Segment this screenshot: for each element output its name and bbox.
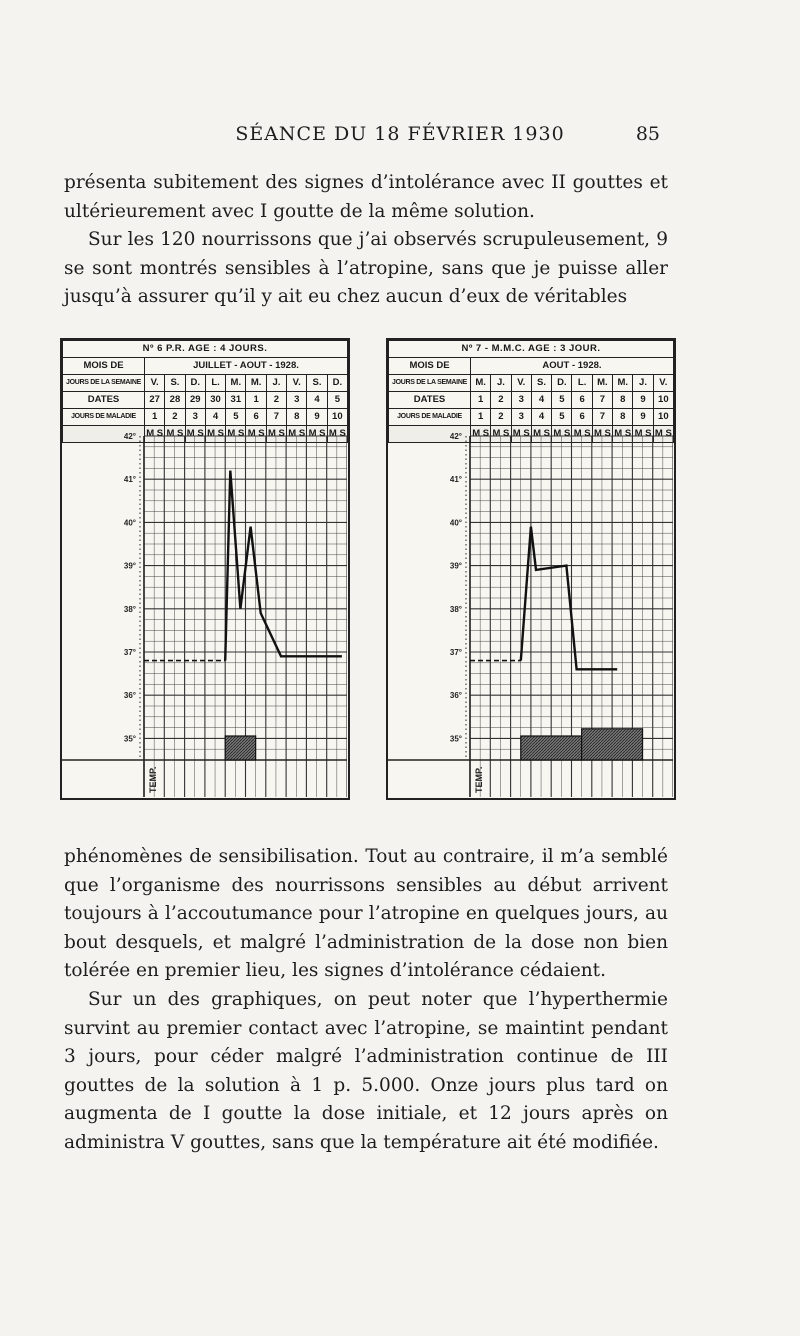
y-tick-label: 38° [449, 604, 462, 614]
jour-maladie-cell: 2 [165, 409, 185, 426]
row-label-mois: MOIS DE [389, 358, 471, 375]
date-cell: 3 [287, 392, 307, 409]
jour-maladie-cell: 4 [205, 409, 225, 426]
temperature-chart-7 [386, 338, 676, 800]
ms-cell: M S [531, 426, 551, 443]
paragraph-2: Sur les 120 nourrissons que j’ai observés scrupuleusement, 9 se sont montrés sensibles à l’atropine, sans que je puisse aller jusqu’à assurer qu’il y ait eu chez aucun d’eux de véritables [64, 229, 668, 308]
day-of-week-cell: M. [613, 375, 633, 392]
ms-cell: M S [592, 426, 612, 443]
jour-maladie-cell: 4 [531, 409, 551, 426]
day-of-week-cell: V. [653, 375, 673, 392]
date-cell: 5 [327, 392, 347, 409]
day-of-week-cell: J. [633, 375, 653, 392]
day-of-week-cell: M. [592, 375, 612, 392]
temp-row-label: TEMP. [148, 766, 158, 793]
y-tick-label: 38° [123, 604, 136, 614]
day-of-week-cell: M. [226, 375, 246, 392]
day-of-week-cell: D. [327, 375, 347, 392]
ms-cell: M S [613, 426, 633, 443]
day-of-week-cell: V. [145, 375, 165, 392]
y-tick-label: 36° [449, 691, 462, 701]
ms-cell: M S [287, 426, 307, 443]
ms-cell: M S [145, 426, 165, 443]
jour-maladie-cell: 6 [246, 409, 266, 426]
jour-maladie-cell: 10 [653, 409, 673, 426]
ms-cell: M S [633, 426, 653, 443]
ms-cell: M S [653, 426, 673, 443]
dose-bar [521, 736, 582, 760]
temperature-chart-6 [60, 338, 350, 800]
chart-plot-area [62, 340, 347, 797]
ms-cell: M S [266, 426, 286, 443]
y-tick-label: 42° [123, 432, 136, 441]
day-of-week-cell: S. [307, 375, 327, 392]
y-tick-label: 39° [449, 561, 462, 571]
dose-bar [582, 729, 643, 760]
page-number: 85 [635, 123, 660, 145]
ms-cell: M S [552, 426, 572, 443]
day-of-week-cell: J. [491, 375, 511, 392]
y-tick-label: 42° [449, 432, 462, 441]
row-label-mois: MOIS DE [63, 358, 145, 375]
y-tick-label: 36° [123, 691, 136, 701]
jour-maladie-cell: 1 [471, 409, 491, 426]
date-cell: 6 [572, 392, 592, 409]
date-cell: 2 [491, 392, 511, 409]
dose-bar [225, 736, 255, 760]
date-cell: 8 [613, 392, 633, 409]
ms-cell: M S [226, 426, 246, 443]
y-tick-label: 35° [449, 734, 462, 744]
row-label-jours-maladie: JOURS DE MALADIE [63, 409, 145, 426]
row-label-dates: DATES [63, 392, 145, 409]
ms-cell: M S [246, 426, 266, 443]
day-of-week-cell: M. [246, 375, 266, 392]
row-label-jours-semaine: JOURS DE LA SEMAINE [389, 375, 471, 392]
jour-maladie-cell: 9 [307, 409, 327, 426]
running-head [0, 123, 800, 153]
temp-row-label: TEMP. [474, 766, 484, 793]
date-cell: 30 [205, 392, 225, 409]
day-of-week-cell: D. [185, 375, 205, 392]
date-cell: 9 [633, 392, 653, 409]
day-of-week-cell: L. [205, 375, 225, 392]
y-tick-label: 39° [123, 561, 136, 571]
jour-maladie-cell: 3 [185, 409, 205, 426]
ms-cell: M S [572, 426, 592, 443]
ms-cell: M S [185, 426, 205, 443]
day-of-week-cell: S. [165, 375, 185, 392]
date-cell: 2 [266, 392, 286, 409]
page-header-title: SÉANCE DU 18 FÉVRIER 1930 [235, 123, 565, 145]
date-cell: 31 [226, 392, 246, 409]
date-cell: 1 [471, 392, 491, 409]
y-tick-label: 41° [449, 475, 462, 485]
chart-plot-area [388, 340, 673, 797]
ms-cell: M S [471, 426, 491, 443]
day-of-week-cell: V. [511, 375, 531, 392]
jour-maladie-cell: 7 [592, 409, 612, 426]
paragraph-1: présenta subitement des signes d’intolérance avec II gouttes et ultérieurement avec I goutte de la même solution. [64, 172, 668, 222]
row-label-jours-semaine: JOURS DE LA SEMAINE [63, 375, 145, 392]
day-of-week-cell: V. [287, 375, 307, 392]
jour-maladie-cell: 8 [613, 409, 633, 426]
chart-title: Nº 6 P.R. AGE : 4 JOURS. [63, 341, 348, 358]
y-tick-label: 37° [449, 648, 462, 657]
paragraph-3: phénomènes de sensibilisation. Tout au contraire, il m’a semblé que l’organisme des nourrissons sensibles au début arrivent toujours à l’accoutumance pour l’atropine en quelques jours, au bout desquels, et malgré l’administration de la dose non bien tolérée en premier lieu, les signes d’intolérance cédaient. [64, 846, 668, 982]
jour-maladie-cell: 6 [572, 409, 592, 426]
day-of-week-cell: J. [266, 375, 286, 392]
y-tick-label: 40° [449, 518, 462, 528]
paragraph-4: Sur un des graphiques, on peut noter que l’hyperthermie survint au premier contact avec l’atropine, se maintint pendant 3 jours, pour céder malgré l’administration continue de III gouttes de la solution à 1 p. 5.000. Onze jours plus tard on augmenta de I goutte la dose initiale, et 12 jours après on administra V gouttes, sans que la température ait été modifiée. [64, 989, 668, 1153]
ms-cell: M S [511, 426, 531, 443]
jour-maladie-cell: 1 [145, 409, 165, 426]
ms-cell: M S [205, 426, 225, 443]
row-label-jours-maladie: JOURS DE MALADIE [389, 409, 471, 426]
date-cell: 3 [511, 392, 531, 409]
day-of-week-cell: L. [572, 375, 592, 392]
mois-value: AOUT - 1928. [471, 358, 674, 375]
y-tick-label: 41° [123, 475, 136, 485]
jour-maladie-cell: 8 [287, 409, 307, 426]
ms-cell: M S [327, 426, 347, 443]
ms-cell: M S [491, 426, 511, 443]
date-cell: 4 [531, 392, 551, 409]
day-of-week-cell: M. [471, 375, 491, 392]
y-tick-label: 37° [123, 648, 136, 657]
jour-maladie-cell: 10 [327, 409, 347, 426]
jour-maladie-cell: 5 [552, 409, 572, 426]
mois-value: JUILLET - AOUT - 1928. [145, 358, 348, 375]
jour-maladie-cell: 5 [226, 409, 246, 426]
chart-title: Nº 7 - M.M.C. AGE : 3 JOUR. [389, 341, 674, 358]
jour-maladie-cell: 7 [266, 409, 286, 426]
ms-cell: M S [165, 426, 185, 443]
y-tick-label: 40° [123, 518, 136, 528]
jour-maladie-cell: 2 [491, 409, 511, 426]
date-cell: 29 [185, 392, 205, 409]
day-of-week-cell: S. [531, 375, 551, 392]
jour-maladie-cell: 9 [633, 409, 653, 426]
ms-cell: M S [307, 426, 327, 443]
date-cell: 1 [246, 392, 266, 409]
date-cell: 28 [165, 392, 185, 409]
date-cell: 7 [592, 392, 612, 409]
date-cell: 27 [145, 392, 165, 409]
date-cell: 4 [307, 392, 327, 409]
date-cell: 5 [552, 392, 572, 409]
day-of-week-cell: D. [552, 375, 572, 392]
date-cell: 10 [653, 392, 673, 409]
y-tick-label: 35° [123, 734, 136, 744]
jour-maladie-cell: 3 [511, 409, 531, 426]
row-label-dates: DATES [389, 392, 471, 409]
